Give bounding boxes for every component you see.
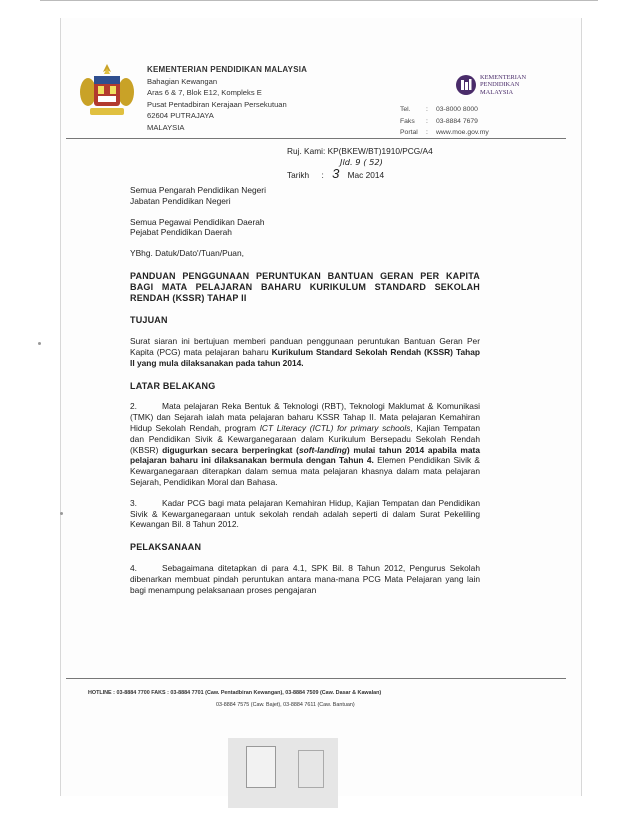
recipient-line: Semua Pengarah Pendidikan Negeri <box>130 185 266 195</box>
text-run-bold-italic: soft-landing <box>298 444 347 455</box>
section-heading: TUJUAN <box>130 315 168 326</box>
address-line: Pusat Pentadbiran Kerajaan Persekutuan <box>147 99 287 109</box>
paragraph-2 <box>130 401 480 487</box>
faks-label: Faks <box>400 117 415 125</box>
text-run: Mata pelajaran Reka Bentuk & Teknologi (RBT), Teknologi Maklumat & Komunikasi (TMK) dan Sejarah ialah mata pelajaran baharu KSSR Tahap II. Mata pelajaran Kemahiran Hidup Sekolah Rendah, program <box>130 401 480 433</box>
reference-number: Ruj. Kami: KP(BKEW/BT)1910/PCG/A4 <box>287 146 433 156</box>
text-run-bold: Kurikulum Standard Sekolah Rendah (KSSR) Tahap II yang mula dilaksanakan pada tahun 2014. <box>130 346 481 368</box>
date-day: 3 <box>332 166 340 181</box>
section-heading: PELAKSANAAN <box>130 542 202 553</box>
text-run: , Kajian Tempatan dan Pendidikan Sivik & Kewarganegaraan dalam Kurikulum Bersepadu Sekolah Rendah (KBSR) <box>130 422 480 455</box>
logo-wordmark <box>480 74 526 96</box>
subject-heading: PANDUAN PENGGUNAAN PERUNTUKAN BANTUAN GERAN PER KAPITA BAGI MATA PELAJARAN BAHARU KURIKULUM STANDARD SEKOLAH RENDAH (KSSR) TAHAP II <box>130 270 480 303</box>
text-run: Surat siaran ini bertujuan memberi panduan penggunaan peruntukan Bantuan Geran Per Kapita (PCG) mata pelajaran baharu <box>130 336 480 357</box>
paragraph-number: 2. <box>130 401 137 412</box>
header-divider <box>66 138 566 139</box>
scan-top-edge <box>40 0 598 1</box>
separator: : <box>426 117 428 125</box>
letterhead-block <box>147 64 307 133</box>
salutation: YBhg. Datuk/Dato'/Tuan/Puan, <box>130 248 244 259</box>
logo-line: PENDIDIKAN <box>480 81 520 89</box>
address-line: Bahagian Kewangan <box>147 76 218 86</box>
footer-line: HOTLINE : 03-8884 7700 FAKS : 03-8884 7701 (Caw. Pentadbiran Kewangan), 03-8884 7509 (Caw. Dasar & Kawalan) <box>88 690 382 696</box>
section-heading: LATAR BELAKANG <box>130 380 216 391</box>
date-label: Tarikh <box>287 170 310 180</box>
paragraph-3 <box>130 498 480 530</box>
portal-link[interactable]: www.moe.gov.my <box>436 129 489 136</box>
ministry-name: KEMENTERIAN PENDIDIKAN MALAYSIA <box>147 65 308 74</box>
reference-block <box>287 146 433 181</box>
coat-of-arms-icon <box>78 62 136 120</box>
address-line: MALAYSIA <box>147 122 185 132</box>
text-run: Kadar PCG bagi mata pelajaran Kemahiran Hidup, Kajian Tempatan dan Pendidikan Sivik & Kewarganegaraan untuk sekolah rendah adalah seperti di dalam Surat Pekeliling Kewangan Bil. 8 Tahun 2012. <box>130 497 480 530</box>
tel-label: Tel. <box>400 106 411 113</box>
date-line: Tarikh : 3 Mac 2014 <box>287 166 385 181</box>
footer <box>88 687 558 711</box>
recipient-line: Pejabat Pendidikan Daerah <box>130 227 232 238</box>
text-run: Sebagaimana ditetapkan di para 4.1, SPK Bil. 8 Tahun 2012, Pengurus Sekolah dibenarkan membuat pindah peruntukan antara mana-mana PCG Mata Pelajaran yang lain bagi menampung pelaksanaan proses pengajaran <box>130 562 480 595</box>
text-run-bold: digugurkan secara berperingkat ( <box>162 444 299 455</box>
scan-speck <box>38 342 41 345</box>
text-run-bold: ) mulai tahun 2014 apabila mata pelajaran baharu ini dilaksanakan bermula dengan Tahun 4. <box>130 444 480 466</box>
paragraph-1 <box>130 336 480 368</box>
volume-number: Jld. 9 ( 52) <box>340 157 383 167</box>
letter-body <box>130 185 480 595</box>
paragraph-number: 4. <box>130 562 137 573</box>
recipient-line: Jabatan Pendidikan Negeri <box>130 195 231 206</box>
address-line: Aras 6 & 7, Blok E12, Kompleks E <box>147 88 262 97</box>
logo-line: KEMENTERIAN <box>480 74 527 81</box>
recipient-line: Semua Pegawai Pendidikan Daerah <box>130 216 265 227</box>
portal-label: Portal <box>400 129 418 136</box>
text-run-italic: ICT Literacy (ICTL) for primary schools <box>259 422 411 433</box>
faks-value: 03-8884 7679 <box>436 117 478 125</box>
separator: : <box>426 129 428 136</box>
logo-line: MALAYSIA <box>480 88 514 96</box>
footer-line: 03-8884 7575 (Caw. Bajet), 03-8884 7611 (Caw. Bantuan) <box>216 702 355 708</box>
tel-value: 03-8000 8000 <box>436 106 478 113</box>
text-run: Elemen Pendidikan Sivik & Kewarganegaraan diterapkan dalam semua mata pelajaran khasnya dalam mata pelajaran Sejarah, Pendidikan Moral dan Bahasa. <box>130 455 480 487</box>
separator: : <box>426 106 428 113</box>
date-month-year: Mac 2014 <box>347 170 385 180</box>
footer-divider <box>66 678 566 679</box>
paragraph-4 <box>130 563 480 595</box>
contact-info <box>400 104 489 139</box>
address-line: 62604 PUTRAJAYA <box>147 111 214 120</box>
scan-speck <box>60 512 63 515</box>
scan-artifact <box>228 738 338 808</box>
ministry-logo-icon <box>455 74 477 96</box>
paragraph-number: 3. <box>130 497 137 508</box>
